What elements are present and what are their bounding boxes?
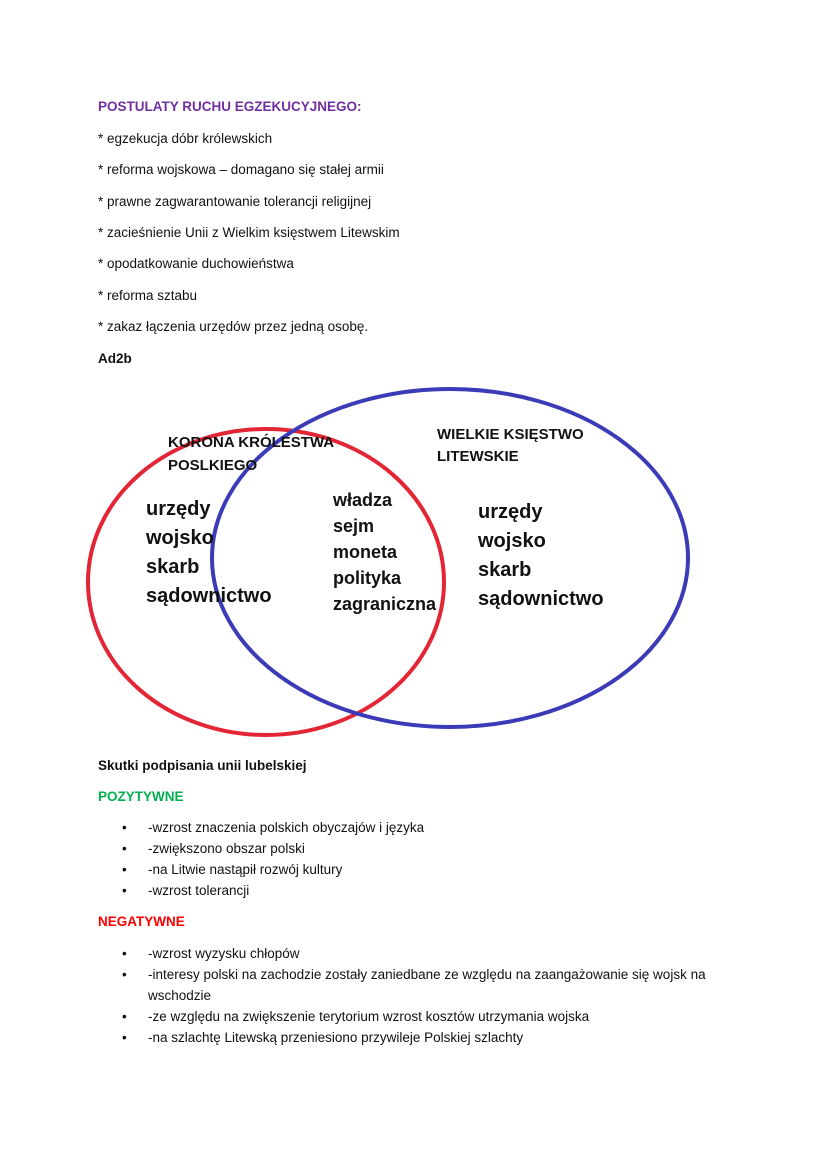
bullet-icon: • xyxy=(122,820,127,835)
postulate-item: * opodatkowanie duchowieństwa xyxy=(98,256,294,271)
postulate-item: * reforma wojskowa – domagano się stałej armii xyxy=(98,162,384,177)
bullet-icon: • xyxy=(122,1009,127,1024)
venn-right-item: wojsko xyxy=(478,530,546,552)
positive-item: -zwiększono obszar polski xyxy=(148,841,305,856)
venn-right-item: skarb xyxy=(478,559,532,581)
bullet-icon: • xyxy=(122,1030,127,1045)
section-heading-effects: Skutki podpisania unii lubelskiej xyxy=(98,758,307,773)
bullet-icon: • xyxy=(122,946,127,961)
venn-left-item: wojsko xyxy=(146,527,214,549)
positive-item: -na Litwie nastąpił rozwój kultury xyxy=(148,862,343,877)
venn-center-item: polityka xyxy=(333,568,402,588)
venn-left-item: sądownictwo xyxy=(146,585,272,607)
bullet-icon: • xyxy=(122,883,127,898)
venn-right-item: urzędy xyxy=(478,501,543,523)
venn-center-item: zagraniczna xyxy=(333,594,437,614)
venn-center-item: sejm xyxy=(333,516,375,536)
postulate-item: * prawne zagwarantowanie tolerancji religijnej xyxy=(98,194,372,209)
postulate-item: * zacieśnienie Unii z Wielkim księstwem Litewskim xyxy=(98,225,400,240)
venn-diagram xyxy=(80,380,700,745)
postulate-item: * zakaz łączenia urzędów przez jedną osobę. xyxy=(98,319,369,334)
positive-item: -wzrost tolerancji xyxy=(148,883,250,898)
venn-right-title-line2: LITEWSKIE xyxy=(437,448,519,465)
venn-left-title-line1: KORONA KRÓLESTWA xyxy=(168,434,335,451)
venn-center-item: władza xyxy=(333,490,393,510)
negative-item: -ze względu na zwiększenie terytorium wzrost kosztów utrzymania wojska xyxy=(148,1009,590,1024)
bullet-icon: • xyxy=(122,862,127,877)
venn-left-item: skarb xyxy=(146,556,200,578)
venn-left-item: urzędy xyxy=(146,498,211,520)
negative-label: NEGATYWNE xyxy=(98,914,185,929)
section-heading-postulates: POSTULATY RUCHU EGZEKUCYJNEGO: xyxy=(98,99,362,114)
positive-label: POZYTYWNE xyxy=(98,789,184,804)
negative-item: -na szlachtę Litewską przeniesiono przywileje Polskiej szlachty xyxy=(148,1030,524,1045)
venn-left-title-line2: POSLKIEGO xyxy=(168,457,258,474)
positive-item: -wzrost znaczenia polskich obyczajów i języka xyxy=(148,820,425,835)
postulate-item: * reforma sztabu xyxy=(98,288,198,303)
negative-item: -interesy polski na zachodzie zostały zaniedbane ze względu na zaangażowanie się wojsk na xyxy=(148,967,706,982)
venn-center-item: moneta xyxy=(333,542,398,562)
negative-item-continuation: wschodzie xyxy=(148,988,212,1003)
negative-item: -wzrost wyzysku chłopów xyxy=(148,946,300,961)
venn-right-title-line1: WIELKIE KSIĘSTWO xyxy=(437,426,584,443)
exercise-label: Ad2b xyxy=(98,351,132,366)
bullet-icon: • xyxy=(122,841,127,856)
postulate-item: * egzekucja dóbr królewskich xyxy=(98,131,273,146)
venn-right-item: sądownictwo xyxy=(478,588,604,610)
bullet-icon: • xyxy=(122,967,127,982)
